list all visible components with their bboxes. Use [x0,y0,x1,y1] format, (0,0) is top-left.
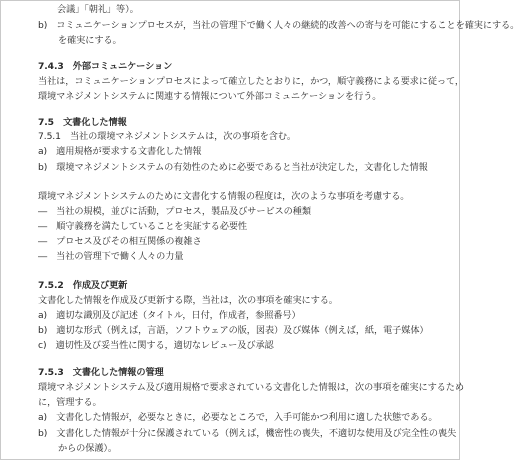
list-item-b: b) 文書化した情報が十分に保護されている（例えば，機密性の喪失，不適切な使用及び完全性の喪失 [38,428,457,439]
section-heading-7-5-2: 7.5.2 作成及び更新 [38,280,128,291]
paragraph-line: に，管理する。 [38,397,102,408]
list-item-a: a) 適切な識別及び記述（タイトル，日付，作成者，参照番号） [38,310,301,321]
list-item-a: a) 適用規格が要求する文書化した情報 [38,146,202,157]
section-heading-7-4-3: 7.4.3 外部コミュニケーション [38,61,173,72]
list-item-b-continuation: からの保護）。 [58,443,118,454]
section-heading-7-5-3: 7.5.3 文書化した情報の管理 [38,367,164,378]
paragraph-line: 環境マネジメントシステムのために文書化する情報の程度は，次のような事項を考慮する。 [38,191,410,202]
bullet-item: ― 順守義務を満たしていることを実証する必要性 [38,221,248,232]
list-item-c: c) 適切性及び妥当性に関する，適切なレビュー及び承認 [38,340,274,351]
section-heading-7-5-1: 7.5.1 当社の環境マネジメントシステムは，次の事項を含む。 [38,131,296,142]
text-line: を確実にする。 [58,35,122,46]
list-item-b-text: b) コミュニケーションプロセスが，当社の管理下で働く人々の継続的改善への寄与を可能にすることを確実にする。 [38,20,519,31]
paragraph-line: 環境マネジメントシステムに関連する情報について外部コミュニケーションを行う。 [38,91,382,102]
section-heading-7-5: 7.5 文書化した情報 [38,117,127,128]
text-line: 会議」「朝礼」等）。 [57,4,139,15]
bullet-item: ― 当社の規模，並びに活動，プロセス，製品及びサービスの種類 [38,206,311,217]
bullet-item: ― プロセス及びその相互関係の複雑さ [38,236,202,247]
list-item-a: a) 文書化した情報が，必要なときに，必要なところで，入手可能かつ利用に適した状態である。 [38,412,438,423]
paragraph-line: 当社は，コミュニケーションプロセスによって確立したとおりに，かつ，順守義務による要求に従って， [38,76,465,87]
bullet-item: ― 当社の管理下で働く人々の力量 [38,251,184,262]
paragraph-line: 環境マネジメントシステム及び適用規格で要求されている文書化した情報は，次の事項を確実にするため [38,382,464,393]
list-item-b: b) 環境マネジメントシステムの有効性のために必要であると当社が決定した，文書化した情報 [38,162,428,173]
list-item-b: b) 適切な形式（例えば，言語，ソフトウェアの版，図表）及び媒体（例えば，紙，電子媒体） [38,325,429,336]
paragraph-line: 文書化した情報を作成及び更新する際，当社は，次の事項を確実にする。 [38,295,338,306]
